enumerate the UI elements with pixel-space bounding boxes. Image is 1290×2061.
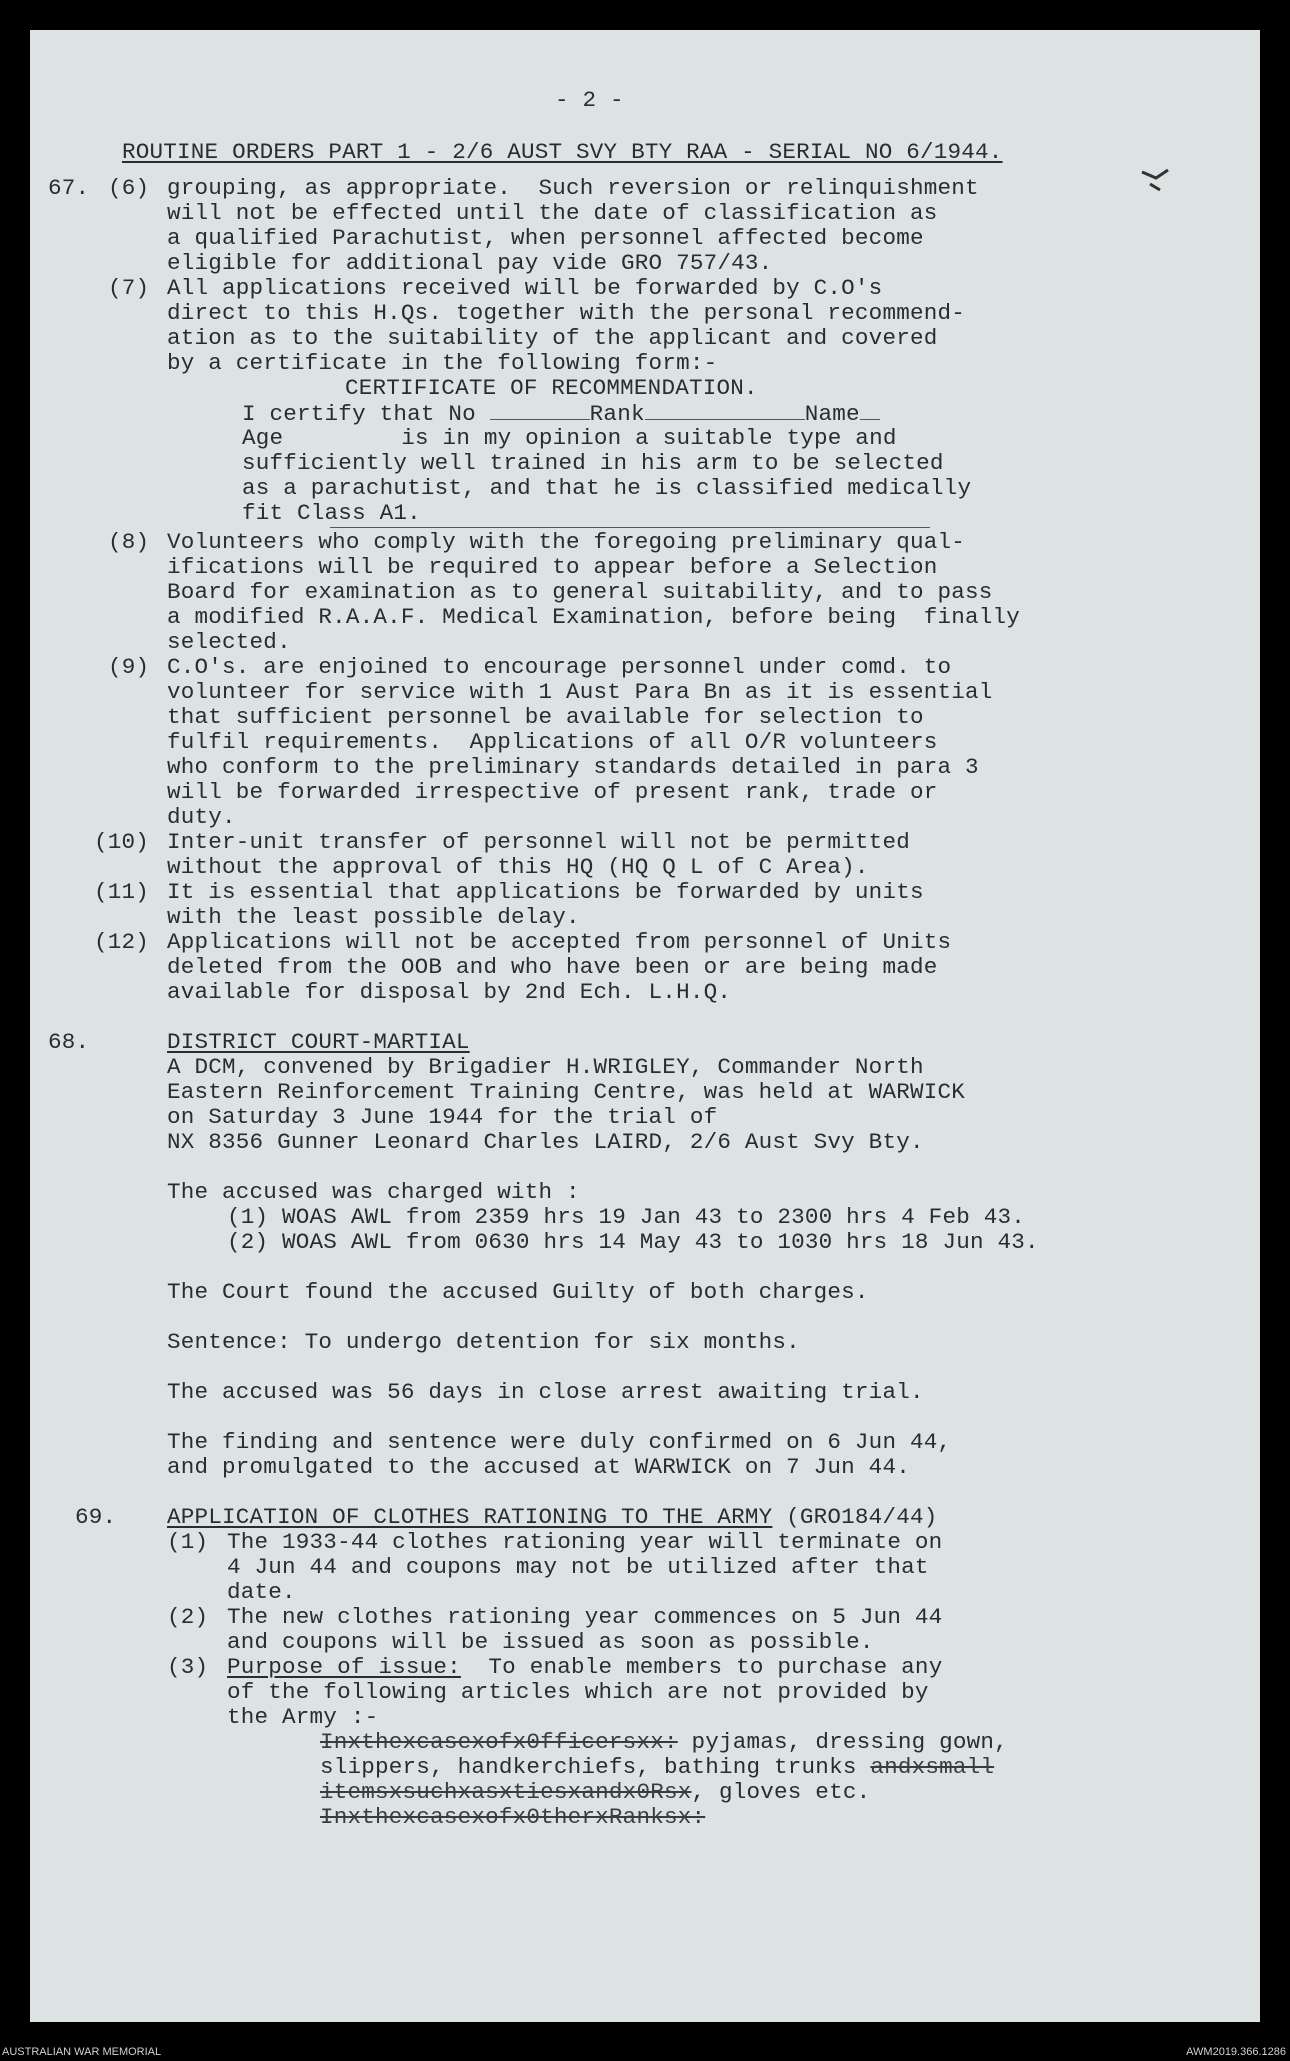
text-line	[320, 1755, 994, 1780]
text-line: grouping, as appropriate. Such reversion or relinquishment	[167, 175, 979, 201]
purpose-lead: To enable members to purchase any	[460, 1654, 943, 1680]
blank-field	[645, 401, 805, 420]
sub-item-label: (11)	[94, 879, 150, 905]
section-title-text: APPLICATION OF CLOTHES RATIONING TO THE ARMY	[167, 1504, 773, 1530]
text-line: is in my opinion a suitable type and	[401, 425, 897, 451]
divider	[330, 527, 930, 528]
text-line: will not be effected until the date of classification as	[167, 200, 938, 226]
text-line: by a certificate in the following form:-	[167, 350, 718, 376]
text-line: volunteer for service with 1 Aust Para Bn as it is essential	[167, 679, 993, 705]
text-line: on Saturday 3 June 1944 for the trial of	[167, 1104, 718, 1130]
page-heading: ROUTINE ORDERS PART 1 - 2/6 AUST SVY BTY RAA - SERIAL NO 6/1944.	[122, 139, 1003, 165]
text-line: Applications will not be accepted from personnel of Units	[167, 929, 952, 955]
section-title: DISTRICT COURT-MARTIAL	[167, 1029, 470, 1055]
text-line: A DCM, convened by Brigadier H.WRIGLEY, Commander North	[167, 1054, 924, 1080]
purpose-heading: Purpose of issue:	[227, 1654, 461, 1680]
text-line: selected.	[167, 629, 291, 655]
cert-no-label: I certify that No	[242, 401, 476, 427]
text-line: duty.	[167, 804, 236, 830]
sub-item-label: (3)	[167, 1654, 209, 1680]
text-line: Inter-unit transfer of personnel will not be permitted	[167, 829, 910, 855]
text-line: and coupons will be issued as soon as possible.	[227, 1629, 874, 1655]
article-text: slippers, handkerchiefs, bathing trunks	[320, 1754, 871, 1780]
text-line: eligible for additional pay vide GRO 757/43.	[167, 250, 773, 276]
blank-field	[860, 401, 880, 420]
text-line: Eastern Reinforcement Training Centre, was held at WARWICK	[167, 1079, 965, 1105]
text-line: the Army :-	[227, 1704, 379, 1730]
text-line: direct to this H.Qs. together with the personal recommend-	[167, 300, 965, 326]
text-line: Board for examination as to general suitability, and to pass	[167, 579, 993, 605]
certificate-line	[242, 426, 897, 451]
text-line: NX 8356 Gunner Leonard Charles LAIRD, 2/6 Aust Svy Bty.	[167, 1129, 924, 1155]
article-text: pyjamas, dressing gown,	[677, 1729, 1008, 1755]
text-line	[227, 1655, 942, 1680]
ink-mark-icon	[1138, 164, 1172, 198]
sub-item-label: (1)	[167, 1529, 209, 1555]
text-line: date.	[227, 1579, 296, 1605]
charge-item: (2) WOAS AWL from 0630 hrs 14 May 43 to 1030 hrs 18 Jun 43.	[227, 1229, 1039, 1255]
footer-accession: AWM2019.366.1286	[1186, 2046, 1286, 2058]
text-line: a modified R.A.A.F. Medical Examination, before being finally	[167, 604, 1021, 630]
text-line: It is essential that applications be forwarded by units	[167, 879, 924, 905]
text-line: deleted from the OOB and who have been or are being made	[167, 954, 938, 980]
text-line: Volunteers who comply with the foregoing preliminary qual-	[167, 529, 965, 555]
cert-name-label: Name	[804, 401, 860, 427]
cert-rank-label: Rank	[589, 401, 645, 427]
text-line: The finding and sentence were duly confirmed on 6 Jun 44,	[167, 1429, 952, 1455]
certificate-title: CERTIFICATE OF RECOMMENDATION.	[345, 375, 758, 401]
text-line: sufficiently well trained in his arm to be selected	[242, 450, 944, 476]
text-line: will be forwarded irrespective of present rank, trade or	[167, 779, 938, 805]
text-line: The new clothes rationing year commences on 5 Jun 44	[227, 1604, 943, 1630]
text-line: without the approval of this HQ (HQ Q L of C Area).	[167, 854, 869, 880]
text-line: fit Class A1.	[242, 500, 421, 526]
text-line: The accused was 56 days in close arrest awaiting trial.	[167, 1379, 924, 1405]
struck-text: Inxthexcasexofx0fficersxx:	[320, 1729, 678, 1755]
text-line: All applications received will be forwarded by C.O's	[167, 275, 883, 301]
sub-item-label: (12)	[94, 929, 150, 955]
article-text: , gloves etc.	[691, 1779, 871, 1805]
text-line: The accused was charged with :	[167, 1179, 580, 1205]
sub-item-label: (10)	[94, 829, 150, 855]
text-line: The Court found the accused Guilty of both charges.	[167, 1279, 869, 1305]
text-line: Sentence: To undergo detention for six months.	[167, 1329, 800, 1355]
paragraph-number: 69.	[75, 1504, 117, 1530]
section-title-ref: (GRO184/44)	[772, 1504, 938, 1530]
text-line: of the following articles which are not provided by	[227, 1679, 929, 1705]
footer-source: AUSTRALIAN WAR MEMORIAL	[2, 2046, 162, 2058]
text-line: ation as to the suitability of the applicant and covered	[167, 325, 938, 351]
sub-item-label: (8)	[108, 529, 150, 555]
text-line: with the least possible delay.	[167, 904, 580, 930]
text-line: as a parachutist, and that he is classified medically	[242, 475, 972, 501]
text-line	[320, 1805, 705, 1830]
certificate-line	[242, 401, 880, 427]
text-line: The 1933-44 clothes rationing year will terminate on	[227, 1529, 943, 1555]
struck-text: Inxthexcasexofx0therxRanksx:	[320, 1804, 706, 1830]
paragraph-number: 67.	[48, 175, 90, 201]
cert-age-label: Age	[242, 425, 284, 451]
text-line	[320, 1730, 1008, 1755]
text-line: ifications will be required to appear before a Selection	[167, 554, 938, 580]
page-number: - 2 -	[555, 87, 624, 113]
charge-item: (1) WOAS AWL from 2359 hrs 19 Jan 43 to 2300 hrs 4 Feb 43.	[227, 1204, 1025, 1230]
section-title	[167, 1505, 937, 1530]
struck-text: andxsmall	[870, 1754, 995, 1780]
text-line: available for disposal by 2nd Ech. L.H.Q.	[167, 979, 732, 1005]
paragraph-number: 68.	[48, 1029, 90, 1055]
text-line: fulfil requirements. Applications of all O/R volunteers	[167, 729, 938, 755]
text-line: 4 Jun 44 and coupons may not be utilized after that	[227, 1554, 929, 1580]
text-line: C.O's. are enjoined to encourage personnel under comd. to	[167, 654, 952, 680]
struck-text: itemsxsuchxasxtiesxandx0Rsx	[320, 1779, 692, 1805]
sub-item-label: (2)	[167, 1604, 209, 1630]
sub-item-label: (6)	[108, 175, 150, 201]
text-line	[320, 1780, 870, 1805]
text-line: and promulgated to the accused at WARWICK on 7 Jun 44.	[167, 1454, 910, 1480]
sub-item-label: (9)	[108, 654, 150, 680]
sub-item-label: (7)	[108, 275, 150, 301]
blank-field	[490, 401, 590, 420]
text-line: that sufficient personnel be available for selection to	[167, 704, 924, 730]
text-line: a qualified Parachutist, when personnel affected become	[167, 225, 924, 251]
text-line: who conform to the preliminary standards detailed in para 3	[167, 754, 979, 780]
document-page	[30, 30, 1260, 2022]
